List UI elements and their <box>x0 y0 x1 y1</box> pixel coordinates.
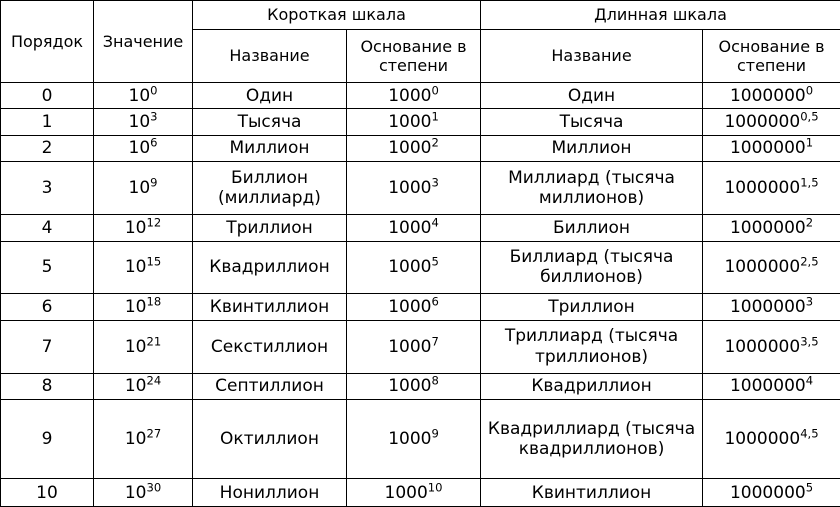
table-row <box>1 135 840 161</box>
cell-short-name: Триллион <box>193 215 347 241</box>
cell-short-base: 1000$^{10}$ <box>347 479 481 507</box>
table-row <box>1 320 840 373</box>
cell-long-base: 1000000$^{3,5}$ <box>703 320 840 373</box>
cell-value: $10^{12}$ <box>94 215 193 241</box>
header-short-scale: Короткая шкала <box>193 1 481 30</box>
cell-long-name: Триллион <box>481 294 703 320</box>
cell-long-base: 1000000$^{2,5}$ <box>703 241 840 294</box>
header-long-scale: Длинная шкала <box>481 1 840 30</box>
cell-value: $10^3$ <box>94 109 193 135</box>
cell-long-base: 1000000$^{0,5}$ <box>703 109 840 135</box>
cell-short-base: 1000$^6$ <box>347 294 481 320</box>
header-order: Порядок <box>1 1 94 83</box>
cell-order: 4 <box>1 215 94 241</box>
cell-long-base: 1000000$^1$ <box>703 135 840 161</box>
cell-long-base: 1000000$^5$ <box>703 479 840 507</box>
header-long-base: Основание в степени <box>703 30 840 83</box>
cell-short-base: 1000$^3$ <box>347 162 481 215</box>
table-row <box>1 83 840 109</box>
cell-long-base: 1000000$^3$ <box>703 294 840 320</box>
cell-order: 3 <box>1 162 94 215</box>
cell-value: $10^{15}$ <box>94 241 193 294</box>
cell-short-name: Биллион (миллиард) <box>193 162 347 215</box>
header-short-base: Основание в степени <box>347 30 481 83</box>
cell-order: 5 <box>1 241 94 294</box>
cell-value: $10^9$ <box>94 162 193 215</box>
cell-order: 2 <box>1 135 94 161</box>
table-row <box>1 294 840 320</box>
cell-long-name: Биллиард (тысяча биллионов) <box>481 241 703 294</box>
cell-short-base: 1000$^1$ <box>347 109 481 135</box>
cell-value: $10^{21}$ <box>94 320 193 373</box>
cell-short-base: 1000$^4$ <box>347 215 481 241</box>
cell-value: $10^{30}$ <box>94 479 193 507</box>
cell-value: $10^6$ <box>94 135 193 161</box>
table-row <box>1 109 840 135</box>
cell-short-name: Тысяча <box>193 109 347 135</box>
cell-long-name: Квинтиллион <box>481 479 703 507</box>
header-value: Значение <box>94 1 193 83</box>
table-row <box>1 400 840 479</box>
table-row <box>1 373 840 399</box>
cell-short-name: Нониллион <box>193 479 347 507</box>
header-long-name: Название <box>481 30 703 83</box>
cell-value: $10^{18}$ <box>94 294 193 320</box>
cell-short-name: Секстиллион <box>193 320 347 373</box>
cell-short-base: 1000$^2$ <box>347 135 481 161</box>
cell-short-name: Квадриллион <box>193 241 347 294</box>
cell-long-name: Один <box>481 83 703 109</box>
cell-short-base: 1000$^0$ <box>347 83 481 109</box>
cell-order: 8 <box>1 373 94 399</box>
cell-long-name: Миллиард (тысяча миллионов) <box>481 162 703 215</box>
table-row <box>1 479 840 507</box>
cell-order: 6 <box>1 294 94 320</box>
cell-short-name: Октиллион <box>193 400 347 479</box>
cell-long-name: Миллион <box>481 135 703 161</box>
cell-order: 9 <box>1 400 94 479</box>
cell-long-base: 1000000$^4$ <box>703 373 840 399</box>
cell-long-name: Триллиард (тысяча триллионов) <box>481 320 703 373</box>
table-row <box>1 162 840 215</box>
cell-long-base: 1000000$^{1,5}$ <box>703 162 840 215</box>
cell-short-base: 1000$^8$ <box>347 373 481 399</box>
cell-value: $10^{27}$ <box>94 400 193 479</box>
cell-long-name: Квадриллион <box>481 373 703 399</box>
cell-short-name: Один <box>193 83 347 109</box>
header-short-name: Название <box>193 30 347 83</box>
cell-value: $10^0$ <box>94 83 193 109</box>
cell-short-base: 1000$^5$ <box>347 241 481 294</box>
cell-long-base: 1000000$^{4,5}$ <box>703 400 840 479</box>
cell-long-base: 1000000$^0$ <box>703 83 840 109</box>
cell-order: 10 <box>1 479 94 507</box>
cell-short-base: 1000$^9$ <box>347 400 481 479</box>
cell-short-name: Миллион <box>193 135 347 161</box>
cell-short-base: 1000$^7$ <box>347 320 481 373</box>
cell-long-name: Квадриллиард (тысяча квадриллионов) <box>481 400 703 479</box>
table-row <box>1 241 840 294</box>
cell-long-name: Биллион <box>481 215 703 241</box>
cell-short-name: Квинтиллион <box>193 294 347 320</box>
cell-order: 0 <box>1 83 94 109</box>
cell-order: 7 <box>1 320 94 373</box>
cell-value: $10^{24}$ <box>94 373 193 399</box>
cell-short-name: Септиллион <box>193 373 347 399</box>
table-row <box>1 215 840 241</box>
cell-long-base: 1000000$^2$ <box>703 215 840 241</box>
table-body <box>1 83 840 507</box>
cell-long-name: Тысяча <box>481 109 703 135</box>
cell-order: 1 <box>1 109 94 135</box>
